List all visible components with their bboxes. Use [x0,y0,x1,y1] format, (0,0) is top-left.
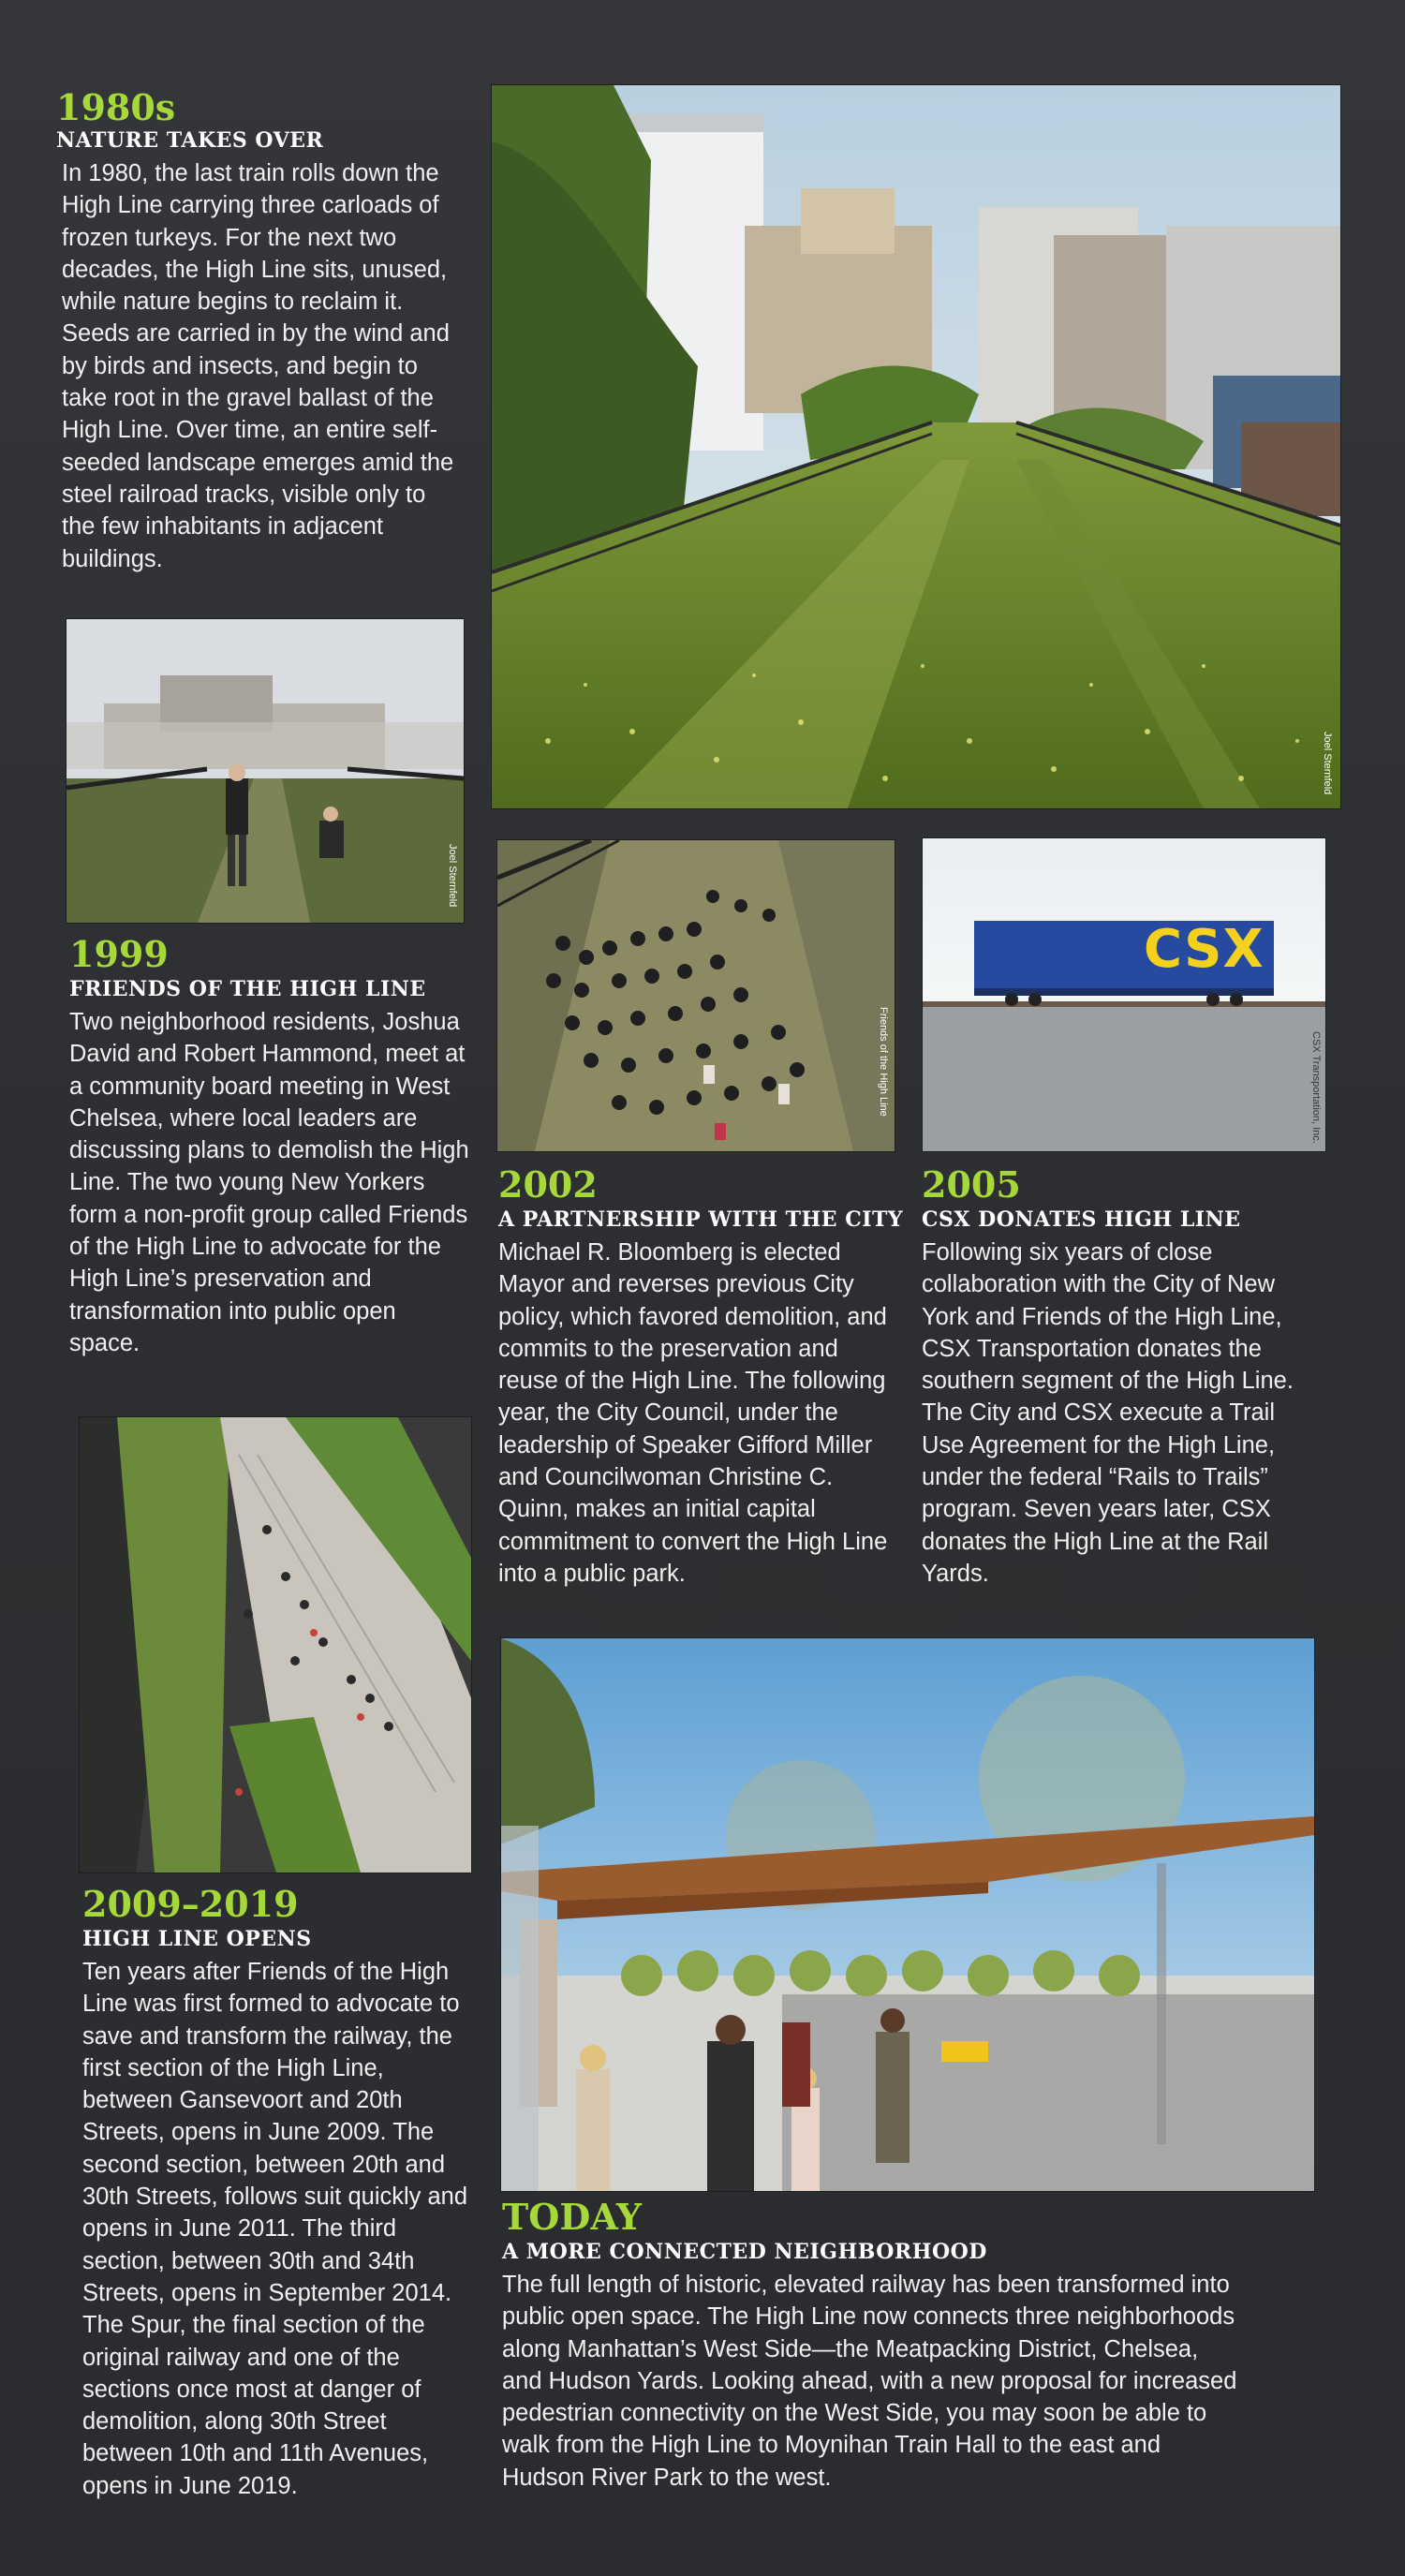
section-title: FRIENDS OF THE HIGH LINE [69,977,426,1001]
section-body: Ten years after Friends of the High Line was first formed to advocate to save and transform the railway, the first section of the High Line, between Gansevoort and 20th Streets, opens in June 2009. The second section, between 20th and 30th Streets, follows suit quickly and opens in June 2011. The third section, between 30th and 34th Streets, opens in September 2014. The Spur, the final section of the original railway and one of the sections once most at danger of demolition, along 30th Street between 10th and 11th Avenues, opens in June 2019. [82,1959,468,2499]
section-today [502,2198,1308,2494]
photo-founders-on-tracks [66,618,465,924]
photo-csx-boxcar [922,837,1326,1152]
section-title: A MORE CONNECTED NEIGHBORHOOD [502,2240,987,2264]
photo-crowd-on-high-line [496,839,895,1152]
year-heading: TODAY [502,2196,643,2238]
section-2009-2019 [82,1885,476,2502]
year-heading: 1999 [69,933,169,975]
section-body: Following six years of close collaboration with the City of New York and Friends of the High Line, CSX Transportation donates the southern segment of the High Line. The City and CSX execute a Trail Use Agreement for the High Line, under the federal “Rails to Trails” program. Seven years later, CSX donates the High Line at the Rail Yards. [922,1239,1294,1587]
section-title: HIGH LINE OPENS [82,1927,312,1951]
photo-credit: Friends of the High Line [878,1007,889,1117]
year-heading: 2002 [498,1163,598,1206]
section-title: CSX DONATES HIGH LINE [922,1207,1241,1232]
section-title: A PARTNERSHIP WITH THE CITY [498,1207,904,1232]
photo-proposed-connector-rendering [500,1637,1315,2192]
section-body: Two neighborhood residents, Joshua David and Robert Hammond, meet at a community board meeting in West Chelsea, where local leaders are discussing plans to demolish the High Line. The two young New Yorkers form a non-profit group called Friends of the High Line to advocate for the High Line’s preservation and transformation into public open space. [69,1009,469,1356]
year-heading: 2005 [922,1163,1021,1206]
csx-logo: CSX [1144,919,1264,980]
section-body: The full length of historic, elevated railway has been transformed into public open space. The High Line now connects three neighborhoods along Manhattan’s West Side—the Meatpacking District, Chelsea, and Hudson Yards. Looking ahead, with a new proposal for increased pedestrian connectivity on the West Side, you may soon be able to walk from the High Line to Moynihan Train Hall to the east and Hudson River Park to the west. [502,2272,1237,2491]
photo-credit: Joel Sternfeld [447,844,458,908]
year-heading: 1980s [56,86,176,128]
section-title: NATURE TAKES OVER [56,128,324,153]
section-body: In 1980, the last train rolls down the High Line carrying three carloads of frozen turkeys. For the next two decades, the High Line sits, unused, while nature begins to reclaim it. Seeds are carried in by the wind and by birds and insects, and begin to take root in the gravel ballast of the High Line. Over time, an entire self-seeded landscape emerges amid the steel railroad tracks, visible only to the few inhabitants in adjacent buildings. [62,160,454,572]
photo-credit: CSX Transportation, Inc. [1310,1031,1322,1144]
section-1999 [69,935,472,1359]
section-body: Michael R. Bloomberg is elected Mayor and reverses previous City policy, which favored demolition, and commits to the preservation and reuse of the High Line. The following year, the City Council, under the leadership of Speaker Gifford Miller and Councilwoman Christine C. Quinn, makes an initial capital commitment to convert the High Line into a public park. [498,1239,888,1587]
section-2005 [922,1165,1315,1590]
photo-credit: Joel Sternfeld [1322,732,1333,795]
year-heading: 2009–2019 [82,1883,299,1925]
photo-overgrown-high-line [491,84,1341,809]
photo-high-line-park-aerial [79,1416,472,1873]
section-1980s [56,88,468,575]
section-2002 [498,1165,910,1590]
